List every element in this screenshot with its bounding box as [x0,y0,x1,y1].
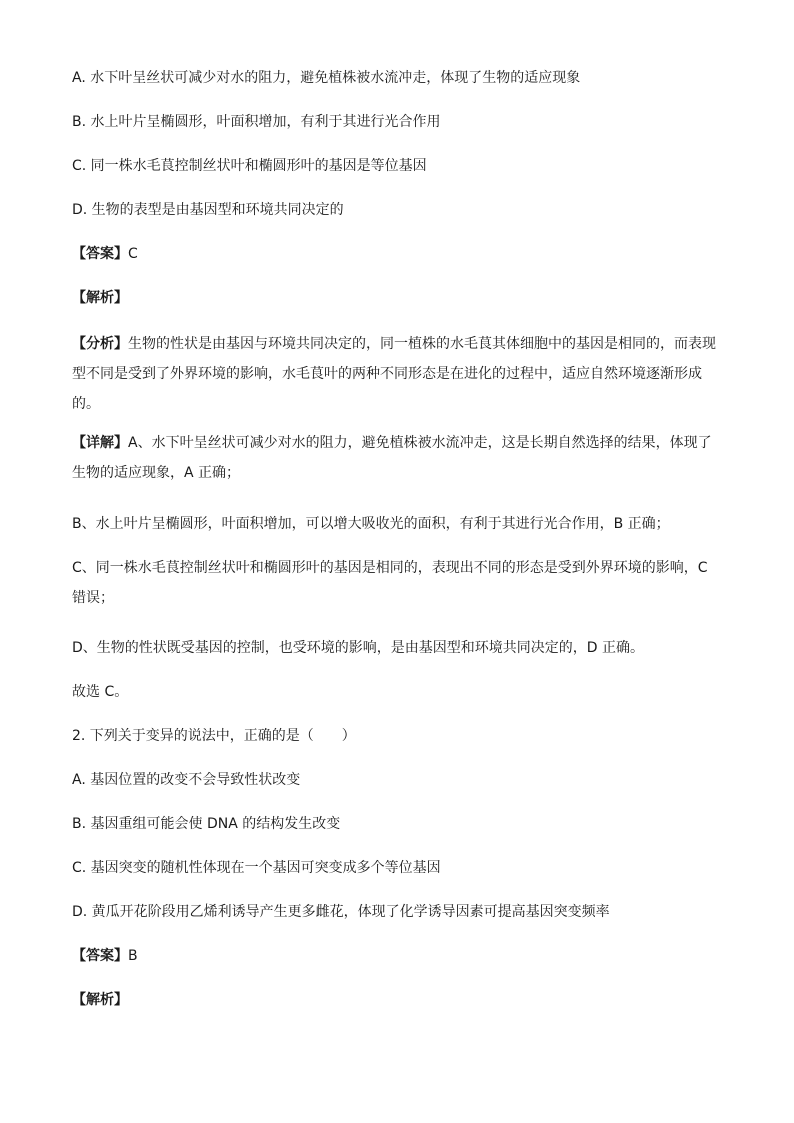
q1-option-c: C. 同一株水毛茛控制丝状叶和椭圆形叶的基因是等位基因 [72,158,427,174]
answer-tag: 【答案】 [72,948,128,964]
q2-option-d: D. 黄瓜开花阶段用乙烯利诱导产生更多雌花，体现了化学诱导因素可提高基因突变频率 [72,904,610,920]
q1-option-b: B. 水上叶片呈椭圆形，叶面积增加，有利于其进行光合作用 [72,114,441,130]
answer-value: C [128,246,138,262]
q1-option-a: A. 水下叶呈丝状可减少对水的阻力，避免植株被水流冲走，体现了生物的适应现象 [72,70,581,86]
q2-option-a: A. 基因位置的改变不会导致性状改变 [72,772,301,788]
fenxi-text: 生物的性状是由基因与环境共同决定的，同一植株的水毛茛其体细胞中的基因是相同的，而表现型不同是受到了外界环境的影响，水毛茛叶的两种不同形态是在进化的过程中，适应自然环境逐渐形成的。 [72,336,716,412]
q1-xiangjie-a [72,428,724,488]
q1-conclusion: 故选 C。 [72,684,129,700]
answer-value: B [128,948,138,964]
q2-answer [72,946,138,966]
xiangjie-a-text: A、水下叶呈丝状可减少对水的阻力，避免植株被水流冲走，这是长期自然选择的结果，体现了生物的适应现象，A 正确； [72,435,712,481]
q1-xiangjie-c: C、同一株水毛茛控制丝状叶和椭圆形叶的基因是相同的，表现出不同的形态是受到外界环境的影响，C 错误； [72,560,708,606]
q1-xiangjie-b: B、水上叶片呈椭圆形，叶面积增加，可以增大吸收光的面积，有利于其进行光合作用，B 正确； [72,516,670,532]
q1-xiangjie-d: D、生物的性状既受基因的控制，也受环境的影响，是由基因型和环境共同决定的，D 正确。 [72,640,645,656]
fenxi-tag: 【分析】 [72,336,128,352]
q1-fenxi-paragraph [72,329,724,419]
q2-stem: 2. 下列关于变异的说法中，正确的是（ ） [72,728,356,744]
answer-tag: 【答案】 [72,246,128,262]
xiangjie-tag: 【详解】 [72,435,128,451]
q1-analysis-heading: 【解析】 [72,290,128,306]
q1-option-d: D. 生物的表型是由基因型和环境共同决定的 [72,202,344,218]
q2-option-b: B. 基因重组可能会使 DNA 的结构发生改变 [72,816,341,832]
q2-option-c: C. 基因突变的随机性体现在一个基因可突变成多个等位基因 [72,860,441,876]
q1-answer [72,244,138,264]
q2-analysis-heading: 【解析】 [72,992,128,1008]
